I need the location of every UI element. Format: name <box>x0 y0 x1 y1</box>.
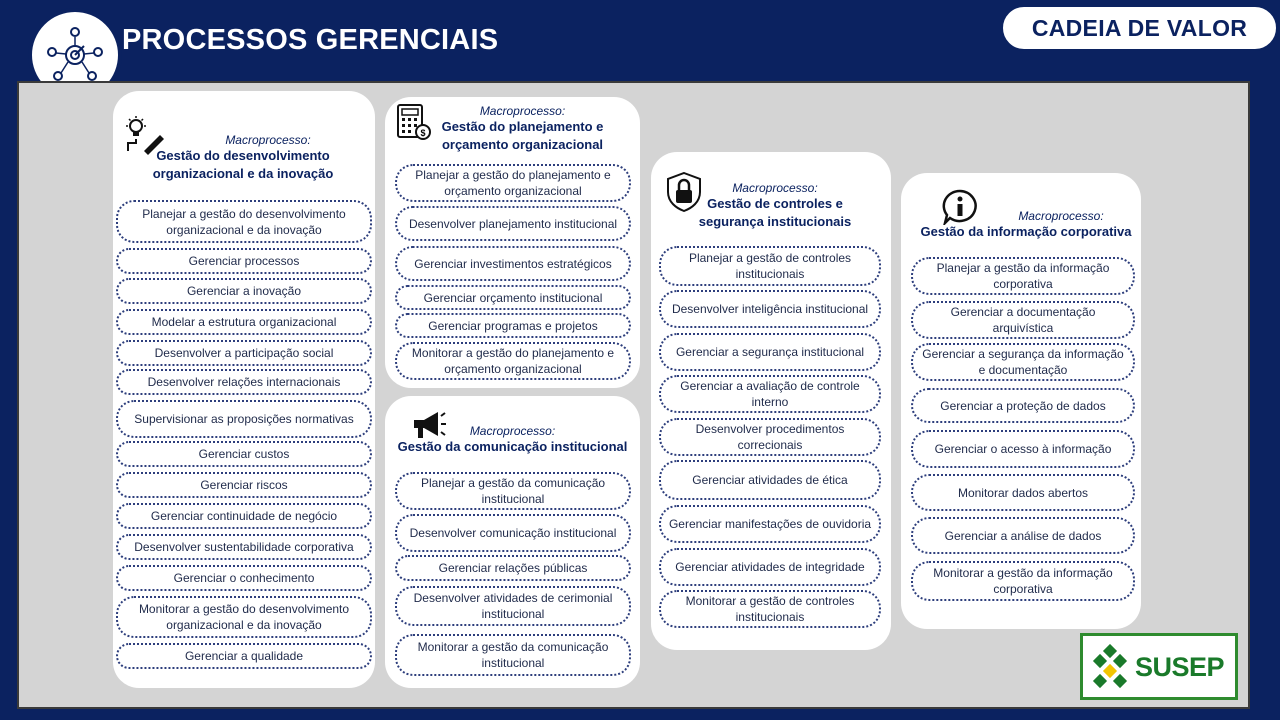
macro-label: Macroprocesso: <box>479 104 566 118</box>
svg-text:$: $ <box>420 128 426 138</box>
process-pill: Gerenciar o acesso à informação <box>911 430 1135 468</box>
card-3-header <box>390 424 635 456</box>
process-pill: Monitorar a gestão da informação corporativa <box>911 561 1135 601</box>
process-pill: Desenvolver relações internacionais <box>116 369 372 395</box>
macro-name: orçamento organizacional <box>441 137 604 152</box>
process-pill: Planejar a gestão de controles institucionais <box>659 246 881 286</box>
process-pill: Monitorar a gestão de controles institucionais <box>659 590 881 628</box>
process-pill: Desenvolver inteligência institucional <box>659 290 881 328</box>
susep-logo <box>1080 633 1238 700</box>
process-pill: Gerenciar investimentos estratégicos <box>395 246 631 281</box>
process-pill: Supervisionar as proposições normativas <box>116 400 372 438</box>
process-pill: Gerenciar relações públicas <box>395 555 631 581</box>
process-pill: Planejar a gestão do planejamento e orçamento organizacional <box>395 164 631 202</box>
process-pill: Gerenciar o conhecimento <box>116 565 372 591</box>
process-pill: Modelar a estrutura organizacional <box>116 309 372 335</box>
process-pill: Gerenciar a qualidade <box>116 643 372 669</box>
process-pill: Monitorar a gestão do desenvolvimento organizacional e da inovação <box>116 596 372 638</box>
process-pill: Desenvolver comunicação institucional <box>395 514 631 552</box>
process-pill: Gerenciar processos <box>116 248 372 274</box>
process-pill: Gerenciar a inovação <box>116 278 372 304</box>
macro-name: Gestão do desenvolvimento <box>156 148 330 163</box>
process-pill: Gerenciar a segurança da informação e documentação <box>911 343 1135 381</box>
process-pill: Desenvolver atividades de cerimonial institucional <box>395 586 631 626</box>
process-pill: Gerenciar custos <box>116 441 372 467</box>
process-pill: Desenvolver planejamento institucional <box>395 206 631 241</box>
process-pill: Monitorar dados abertos <box>911 474 1135 511</box>
process-pill: Gerenciar atividades de integridade <box>659 548 881 586</box>
process-pill: Desenvolver procedimentos correcionais <box>659 418 881 456</box>
process-pill: Planejar a gestão do desenvolvimento organizacional e da inovação <box>116 200 372 243</box>
process-pill: Gerenciar a avaliação de controle interno <box>659 375 881 413</box>
macro-name: Gestão da informação corporativa <box>920 224 1132 239</box>
process-pill: Gerenciar a segurança institucional <box>659 333 881 371</box>
card-1-header <box>130 133 356 183</box>
process-pill: Gerenciar a proteção de dados <box>911 388 1135 423</box>
process-pill: Monitorar a gestão do planejamento e orçamento organizacional <box>395 342 631 380</box>
process-pill: Desenvolver a participação social <box>116 340 372 366</box>
process-pill: Gerenciar a documentação arquivística <box>911 301 1135 339</box>
macro-label: Macroprocesso: <box>732 181 818 195</box>
process-pill: Gerenciar atividades de ética <box>659 460 881 500</box>
macro-name: Gestão de controles e <box>707 196 843 211</box>
process-pill: Desenvolver sustentabilidade corporativa <box>116 534 372 560</box>
susep-logo-icon <box>1091 644 1131 690</box>
macro-label: Macroprocesso: <box>469 424 556 438</box>
macro-name: Gestão da comunicação institucional <box>397 439 628 454</box>
value-chain-badge: CADEIA DE VALOR <box>1001 5 1278 51</box>
process-pill: Gerenciar orçamento institucional <box>395 285 631 310</box>
macro-name: Gestão do planejamento e <box>441 119 604 134</box>
macro-name: segurança institucionais <box>698 214 852 229</box>
process-pill: Gerenciar riscos <box>116 472 372 498</box>
card-5-header <box>910 209 1142 241</box>
process-pill: Gerenciar programas e projetos <box>395 313 631 338</box>
process-pill: Gerenciar continuidade de negócio <box>116 503 372 529</box>
process-pill: Planejar a gestão da informação corporativa <box>911 257 1135 295</box>
macro-label: Macroprocesso: <box>225 133 311 147</box>
card-2-header <box>420 104 625 154</box>
card-4-header <box>690 181 860 231</box>
susep-wordmark: SUSEP <box>1135 652 1225 682</box>
macro-name: organizacional e da inovação <box>152 166 334 181</box>
process-pill: Gerenciar a análise de dados <box>911 517 1135 554</box>
process-pill: Monitorar a gestão da comunicação institucional <box>395 634 631 676</box>
page-title: PROCESSOS GERENCIAIS <box>122 24 499 56</box>
process-pill: Gerenciar manifestações de ouvidoria <box>659 505 881 543</box>
macro-label: Macroprocesso: <box>1018 209 1104 223</box>
process-pill: Planejar a gestão da comunicação institucional <box>395 472 631 510</box>
